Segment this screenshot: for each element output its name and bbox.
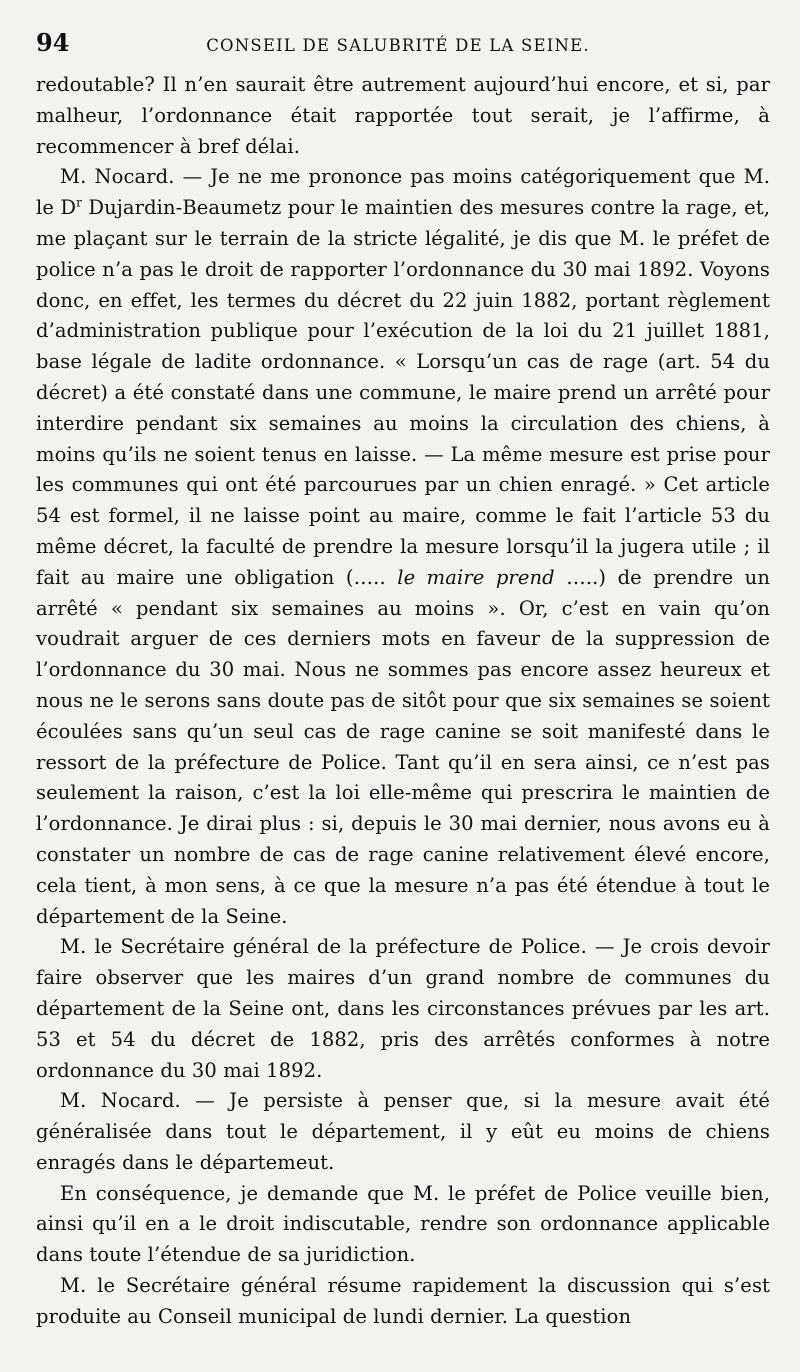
paragraph-text: M. Nocard. — Je ne me prononce pas moins catégoriquement que M. le D [36, 165, 770, 220]
paragraph [36, 932, 770, 1086]
superscript-text: r [76, 195, 82, 210]
paragraph [36, 1179, 770, 1271]
paragraph [36, 1086, 770, 1178]
paragraph-text: M. le Secrétaire général résume rapidement la discussion qui s’est produite au Conseil municipal de lundi dernier. La question [36, 1274, 770, 1328]
body-text [36, 70, 770, 1333]
paragraph-text: En conséquence, je demande que M. le préfet de Police veuille bien, ainsi qu’il en a le droit indiscutable, rendre son ordonnance applicable dans toute l’étendue de sa juridiction. [36, 1181, 770, 1267]
italic-text: le maire prend [397, 565, 555, 589]
paragraph [36, 1271, 770, 1333]
paragraph-text: M. le Secrétaire général de la préfecture de Police. — Je crois devoir faire observer que les maires d’un grand nombre de communes du département de la Seine ont, dans les circonstances prévues par les art. 53 et 54 du décret de 1882, pris des arrêtés conformes à notre ordonnance du 30 mai 1892. [36, 935, 770, 1082]
paragraph [36, 162, 770, 932]
paragraph [36, 70, 770, 162]
running-title: CONSEIL DE SALUBRITÉ DE LA SEINE. [206, 36, 590, 55]
page-header [36, 28, 770, 64]
paragraph-text: redoutable? Il n’en saurait être autrement aujourd’hui encore, et si, par malheur, l’ordonnance était rapportée tout serait, je l’affirme, à recommencer à bref délai. [36, 73, 770, 158]
paragraph-text: M. Nocard. — Je persiste à penser que, si la mesure avait été généralisée dans tout le département, il y eût eu moins de chiens enragés dans le départemeut. [36, 1089, 770, 1174]
page-number: 94 [36, 28, 70, 57]
paragraph-text: …..) de prendre un arrêté « pendant six semaines au moins ». Or, c’est en vain qu’on voudrait arguer de ces derniers mots en faveur de la suppression de l’ordonnance du 30 mai. Nous ne sommes pas encore assez heureux et nous ne le serons sans doute pas de sitôt pour que six semaines se soient écoulées sans qu’un seul cas de rage canine se soit manifesté dans le ressort de la préfecture de Police. Tant qu’il en sera ainsi, ce n’est pas seulement la raison, c’est la loi elle-même qui prescrira le maintien de l’ordonnance. Je dirai plus : si, depuis le 30 mai dernier, nous avons eu à constater un nombre de cas de rage canine relativement élevé encore, cela tient, à mon sens, à ce que la mesure n’a pas été étendue à tout le département de la Seine. [36, 565, 770, 928]
paragraph-text: Dujardin-Beaumetz pour le maintien des mesures contre la rage, et, me plaçant sur le terrain de la stricte légalité, je dis que M. le préfet de police n’a pas le droit de rapporter l’ordonnance du 30 mai 1892. Voyons donc, en effet, les termes du décret du 22 juin 1882, portant règlement d’administration publique pour l’exécution de la loi du 21 juillet 1881, base légale de ladite ordonnance. « Lorsqu’un cas de rage (art. 54 du décret) a été constaté dans une commune, le maire prend un arrêté pour interdire pendant six semaines au moins la circulation des chiens, à moins qu’ils ne soient tenus en laisse. — La même mesure est prise pour les communes qui ont été parcourues par un chien enragé. » Cet article 54 est formel, il ne laisse point au maire, comme le fait l’article 53 du même décret, la faculté de prendre la mesure lorsqu’il la jugera utile ; il fait au maire une obligation (….. [36, 196, 770, 589]
